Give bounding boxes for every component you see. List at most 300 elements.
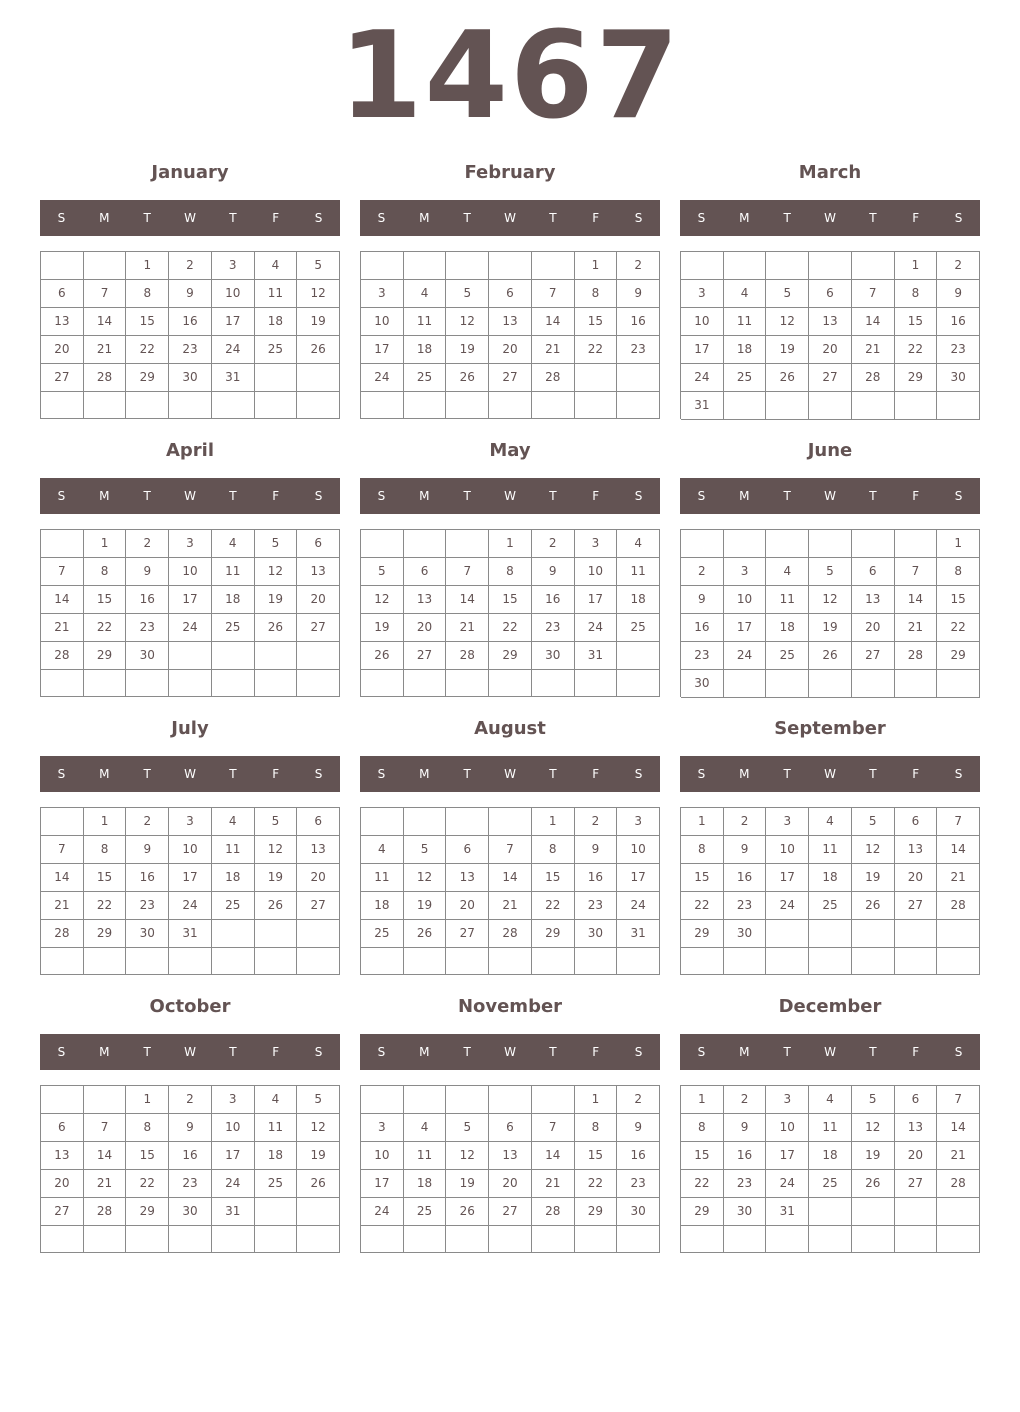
day-grid	[680, 251, 980, 419]
day-grid	[680, 529, 980, 697]
empty-cell	[532, 1086, 575, 1114]
month-name: October	[149, 996, 231, 1017]
month-name: March	[798, 162, 862, 183]
day-cell: 27	[297, 614, 340, 642]
day-cell: 10	[361, 308, 404, 336]
day-cell: 29	[575, 1198, 618, 1226]
weekday-header	[360, 1034, 660, 1070]
day-cell: 12	[446, 1142, 489, 1170]
day-cell: 14	[895, 586, 938, 614]
day-cell: 30	[575, 920, 618, 948]
day-cell: 18	[212, 864, 255, 892]
day-grid	[360, 807, 660, 975]
empty-cell	[575, 364, 618, 392]
day-cell: 15	[895, 308, 938, 336]
weekday-label: W	[184, 1045, 196, 1059]
empty-cell	[532, 670, 575, 697]
empty-cell	[41, 1226, 84, 1253]
day-cell: 16	[126, 586, 169, 614]
day-cell: 30	[724, 920, 767, 948]
day-cell: 31	[169, 920, 212, 948]
empty-cell	[809, 530, 852, 558]
empty-cell	[361, 1086, 404, 1114]
day-cell: 2	[126, 808, 169, 836]
day-cell: 19	[809, 614, 852, 642]
day-cell: 11	[212, 558, 255, 586]
day-cell: 15	[489, 586, 532, 614]
empty-cell	[212, 392, 255, 419]
weekday-label: T	[229, 211, 237, 225]
day-cell: 5	[446, 280, 489, 308]
empty-cell	[852, 920, 895, 948]
weekday-label: S	[377, 1045, 386, 1059]
day-cell: 22	[575, 336, 618, 364]
weekday-label: T	[143, 211, 151, 225]
day-cell: 16	[532, 586, 575, 614]
empty-cell	[255, 364, 298, 392]
day-cell: 23	[575, 892, 618, 920]
day-cell: 4	[404, 1114, 447, 1142]
day-cell: 8	[575, 1114, 618, 1142]
day-cell: 21	[84, 1170, 127, 1198]
weekday-label: S	[634, 211, 643, 225]
day-cell: 5	[361, 558, 404, 586]
weekday-header	[680, 200, 980, 236]
empty-cell	[446, 392, 489, 419]
weekday-label: M	[99, 211, 110, 225]
day-cell: 15	[126, 308, 169, 336]
day-cell: 14	[532, 308, 575, 336]
weekday-label: T	[783, 1045, 791, 1059]
day-cell: 4	[404, 280, 447, 308]
day-cell: 26	[404, 920, 447, 948]
day-cell: 3	[575, 530, 618, 558]
day-cell: 15	[575, 308, 618, 336]
day-cell: 15	[937, 586, 980, 614]
day-cell: 7	[852, 280, 895, 308]
day-cell: 11	[809, 836, 852, 864]
day-cell: 22	[84, 614, 127, 642]
day-cell: 19	[404, 892, 447, 920]
day-cell: 11	[724, 308, 767, 336]
day-cell: 7	[489, 836, 532, 864]
empty-cell	[724, 1226, 767, 1253]
weekday-label: S	[377, 211, 386, 225]
empty-cell	[84, 1086, 127, 1114]
empty-cell	[852, 670, 895, 698]
day-cell: 9	[724, 836, 767, 864]
day-cell: 20	[41, 336, 84, 364]
day-grid	[40, 1085, 340, 1253]
weekday-label: T	[229, 1045, 237, 1059]
weekday-label: S	[57, 211, 66, 225]
day-cell: 16	[617, 1142, 660, 1170]
day-cell: 22	[84, 892, 127, 920]
day-cell: 13	[446, 864, 489, 892]
weekday-label: T	[783, 489, 791, 503]
weekday-label: S	[314, 211, 323, 225]
month-name: January	[151, 162, 229, 183]
empty-cell	[617, 392, 660, 419]
day-cell: 27	[446, 920, 489, 948]
empty-cell	[255, 670, 298, 697]
day-cell: 10	[681, 308, 724, 336]
day-cell: 1	[126, 1086, 169, 1114]
day-cell: 29	[937, 642, 980, 670]
day-cell: 30	[126, 642, 169, 670]
day-cell: 14	[937, 1114, 980, 1142]
weekday-label: T	[549, 211, 557, 225]
empty-cell	[809, 1226, 852, 1253]
weekday-label: W	[824, 489, 836, 503]
day-cell: 5	[852, 1086, 895, 1114]
day-cell: 7	[937, 808, 980, 836]
weekday-label: F	[272, 1045, 280, 1059]
empty-cell	[84, 948, 127, 975]
day-cell: 23	[126, 892, 169, 920]
day-cell: 6	[852, 558, 895, 586]
weekday-label: S	[57, 767, 66, 781]
empty-cell	[489, 670, 532, 697]
day-cell: 17	[361, 1170, 404, 1198]
day-cell: 9	[126, 836, 169, 864]
empty-cell	[766, 670, 809, 698]
day-cell: 28	[84, 1198, 127, 1226]
empty-cell	[297, 364, 340, 392]
day-cell: 4	[724, 280, 767, 308]
day-cell: 21	[852, 336, 895, 364]
day-cell: 17	[212, 308, 255, 336]
day-cell: 17	[361, 336, 404, 364]
empty-cell	[937, 948, 980, 975]
empty-cell	[446, 530, 489, 558]
month-name: February	[464, 162, 556, 183]
day-cell: 9	[617, 1114, 660, 1142]
day-cell: 16	[126, 864, 169, 892]
day-cell: 8	[84, 836, 127, 864]
day-cell: 7	[41, 558, 84, 586]
empty-cell	[809, 920, 852, 948]
day-cell: 18	[766, 614, 809, 642]
day-cell: 4	[617, 530, 660, 558]
day-cell: 25	[809, 892, 852, 920]
empty-cell	[41, 808, 84, 836]
weekday-header	[680, 478, 980, 514]
empty-cell	[255, 948, 298, 975]
day-cell: 24	[766, 1170, 809, 1198]
day-cell: 16	[617, 308, 660, 336]
empty-cell	[361, 808, 404, 836]
day-cell: 20	[404, 614, 447, 642]
day-cell: 27	[404, 642, 447, 670]
day-cell: 29	[681, 920, 724, 948]
empty-cell	[404, 1226, 447, 1253]
empty-cell	[446, 808, 489, 836]
weekday-label: S	[697, 767, 706, 781]
empty-cell	[809, 252, 852, 280]
weekday-label: M	[739, 211, 750, 225]
day-cell: 26	[361, 642, 404, 670]
empty-cell	[617, 364, 660, 392]
day-cell: 6	[41, 280, 84, 308]
weekday-label: M	[419, 489, 430, 503]
empty-cell	[895, 392, 938, 420]
weekday-header	[360, 478, 660, 514]
day-grid	[360, 529, 660, 697]
day-cell: 20	[895, 864, 938, 892]
empty-cell	[852, 530, 895, 558]
day-cell: 18	[255, 308, 298, 336]
day-cell: 25	[809, 1170, 852, 1198]
empty-cell	[446, 1086, 489, 1114]
empty-cell	[852, 1226, 895, 1253]
day-cell: 3	[169, 530, 212, 558]
day-cell: 11	[255, 1114, 298, 1142]
empty-cell	[937, 920, 980, 948]
weekday-label: F	[592, 211, 600, 225]
empty-cell	[126, 948, 169, 975]
day-cell: 21	[446, 614, 489, 642]
day-cell: 21	[84, 336, 127, 364]
empty-cell	[852, 1198, 895, 1226]
empty-cell	[489, 1086, 532, 1114]
day-cell: 2	[681, 558, 724, 586]
weekday-label: S	[57, 1045, 66, 1059]
day-cell: 27	[895, 892, 938, 920]
weekday-label: T	[869, 489, 877, 503]
day-cell: 28	[532, 364, 575, 392]
day-cell: 11	[361, 864, 404, 892]
day-cell: 4	[361, 836, 404, 864]
day-cell: 9	[169, 1114, 212, 1142]
day-cell: 25	[255, 1170, 298, 1198]
day-cell: 19	[255, 864, 298, 892]
empty-cell	[532, 1226, 575, 1253]
day-cell: 3	[361, 1114, 404, 1142]
day-cell: 21	[532, 1170, 575, 1198]
day-cell: 16	[724, 864, 767, 892]
empty-cell	[297, 1198, 340, 1226]
day-cell: 7	[532, 280, 575, 308]
day-grid	[360, 1085, 660, 1253]
day-cell: 26	[852, 1170, 895, 1198]
empty-cell	[255, 392, 298, 419]
day-cell: 2	[617, 1086, 660, 1114]
empty-cell	[84, 670, 127, 697]
empty-cell	[446, 1226, 489, 1253]
weekday-label: T	[463, 1045, 471, 1059]
day-cell: 24	[212, 1170, 255, 1198]
day-cell: 13	[41, 308, 84, 336]
day-cell: 17	[724, 614, 767, 642]
weekday-header	[360, 200, 660, 236]
day-cell: 12	[297, 280, 340, 308]
day-cell: 25	[361, 920, 404, 948]
empty-cell	[766, 252, 809, 280]
day-cell: 19	[255, 586, 298, 614]
day-cell: 30	[126, 920, 169, 948]
weekday-label: S	[697, 489, 706, 503]
day-cell: 26	[446, 364, 489, 392]
day-cell: 5	[446, 1114, 489, 1142]
day-cell: 2	[126, 530, 169, 558]
day-cell: 23	[724, 1170, 767, 1198]
day-cell: 26	[297, 1170, 340, 1198]
day-cell: 23	[617, 336, 660, 364]
day-cell: 11	[617, 558, 660, 586]
empty-cell	[681, 1226, 724, 1253]
empty-cell	[297, 642, 340, 670]
day-cell: 3	[766, 1086, 809, 1114]
weekday-label: S	[697, 1045, 706, 1059]
day-cell: 3	[169, 808, 212, 836]
day-cell: 5	[766, 280, 809, 308]
weekday-label: F	[912, 211, 920, 225]
day-cell: 5	[255, 808, 298, 836]
empty-cell	[297, 1226, 340, 1253]
day-cell: 1	[532, 808, 575, 836]
weekday-label: M	[99, 1045, 110, 1059]
day-cell: 4	[766, 558, 809, 586]
empty-cell	[809, 392, 852, 420]
weekday-label: M	[419, 1045, 430, 1059]
day-cell: 2	[617, 252, 660, 280]
day-cell: 3	[361, 280, 404, 308]
day-cell: 5	[852, 808, 895, 836]
day-cell: 2	[724, 808, 767, 836]
day-cell: 2	[169, 252, 212, 280]
empty-cell	[937, 1198, 980, 1226]
day-cell: 22	[532, 892, 575, 920]
day-cell: 26	[297, 336, 340, 364]
empty-cell	[297, 392, 340, 419]
day-cell: 8	[489, 558, 532, 586]
empty-cell	[361, 948, 404, 975]
day-cell: 12	[766, 308, 809, 336]
day-cell: 14	[446, 586, 489, 614]
day-cell: 20	[489, 336, 532, 364]
day-grid	[360, 251, 660, 419]
empty-cell	[361, 392, 404, 419]
weekday-label: S	[314, 489, 323, 503]
day-cell: 12	[446, 308, 489, 336]
day-cell: 25	[404, 1198, 447, 1226]
day-cell: 18	[724, 336, 767, 364]
month-name: June	[807, 440, 853, 461]
day-grid	[40, 807, 340, 975]
day-cell: 24	[169, 892, 212, 920]
empty-cell	[255, 920, 298, 948]
day-cell: 12	[255, 836, 298, 864]
day-cell: 14	[84, 1142, 127, 1170]
day-cell: 4	[255, 1086, 298, 1114]
weekday-label: W	[824, 211, 836, 225]
empty-cell	[724, 252, 767, 280]
empty-cell	[575, 392, 618, 419]
weekday-label: T	[229, 489, 237, 503]
weekday-label: W	[504, 1045, 516, 1059]
empty-cell	[895, 1226, 938, 1253]
day-cell: 8	[681, 836, 724, 864]
day-cell: 8	[126, 280, 169, 308]
day-cell: 3	[212, 1086, 255, 1114]
empty-cell	[617, 670, 660, 697]
day-cell: 25	[212, 614, 255, 642]
day-cell: 10	[169, 558, 212, 586]
day-cell: 31	[212, 364, 255, 392]
day-cell: 8	[895, 280, 938, 308]
day-cell: 7	[937, 1086, 980, 1114]
day-cell: 12	[404, 864, 447, 892]
month-name: November	[457, 996, 563, 1017]
day-cell: 18	[212, 586, 255, 614]
day-cell: 25	[724, 364, 767, 392]
weekday-label: T	[463, 489, 471, 503]
empty-cell	[766, 530, 809, 558]
day-cell: 19	[852, 864, 895, 892]
day-cell: 4	[212, 530, 255, 558]
day-cell: 2	[532, 530, 575, 558]
empty-cell	[404, 530, 447, 558]
day-cell: 30	[169, 364, 212, 392]
empty-cell	[169, 642, 212, 670]
day-cell: 19	[852, 1142, 895, 1170]
day-cell: 21	[937, 864, 980, 892]
weekday-label: S	[377, 767, 386, 781]
day-cell: 13	[809, 308, 852, 336]
empty-cell	[895, 920, 938, 948]
day-cell: 28	[84, 364, 127, 392]
day-cell: 1	[126, 252, 169, 280]
day-cell: 3	[681, 280, 724, 308]
day-cell: 24	[617, 892, 660, 920]
day-cell: 9	[169, 280, 212, 308]
weekday-header	[40, 478, 340, 514]
day-cell: 13	[895, 836, 938, 864]
empty-cell	[41, 670, 84, 697]
day-cell: 5	[255, 530, 298, 558]
empty-cell	[41, 530, 84, 558]
empty-cell	[41, 252, 84, 280]
empty-cell	[575, 1226, 618, 1253]
day-cell: 28	[446, 642, 489, 670]
empty-cell	[766, 948, 809, 975]
day-cell: 17	[617, 864, 660, 892]
day-cell: 12	[255, 558, 298, 586]
day-cell: 6	[41, 1114, 84, 1142]
empty-cell	[255, 1198, 298, 1226]
empty-cell	[212, 948, 255, 975]
empty-cell	[681, 530, 724, 558]
day-cell: 10	[212, 280, 255, 308]
day-cell: 27	[895, 1170, 938, 1198]
empty-cell	[404, 948, 447, 975]
day-cell: 20	[446, 892, 489, 920]
day-cell: 18	[361, 892, 404, 920]
day-cell: 14	[532, 1142, 575, 1170]
day-cell: 27	[852, 642, 895, 670]
day-cell: 16	[169, 1142, 212, 1170]
year-title: 1467	[339, 7, 681, 146]
empty-cell	[169, 948, 212, 975]
empty-cell	[255, 642, 298, 670]
day-cell: 5	[297, 1086, 340, 1114]
empty-cell	[489, 252, 532, 280]
day-cell: 15	[532, 864, 575, 892]
day-cell: 21	[489, 892, 532, 920]
day-cell: 19	[446, 336, 489, 364]
day-cell: 24	[169, 614, 212, 642]
